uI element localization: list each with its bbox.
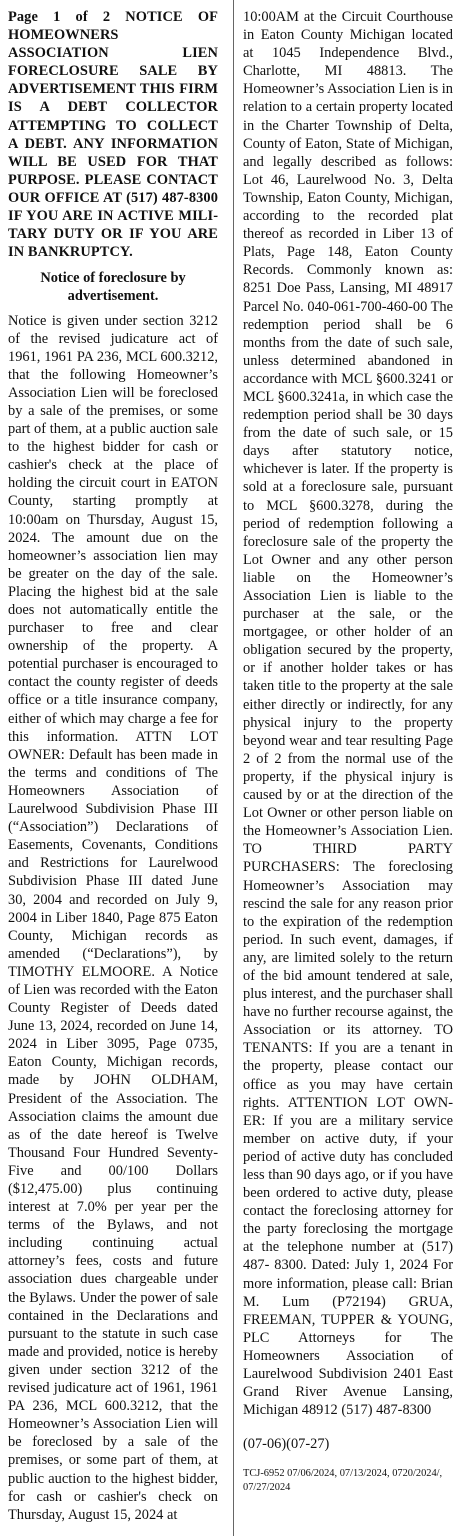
reference-line: TCJ-6952 07/06/2024, 07/13/2024, 0720/2024/, 07/27/2024 <box>243 1468 443 1494</box>
notice-subheading: Notice of foreclosure by advertisement. <box>40 270 186 305</box>
notice-body-right: 10:00AM at the Circuit Courthouse in Eaton County Michigan located at 1045 Independence Blvd., Charlotte, MI 48813. The Homeowner’s Association Lien is in relation to a certain property located in the Charter Township of Delta, County of Eaton, State of Michigan, and legally described as follows: Lot 46, Laurelwood No. 3, Delta Township, Eaton County, Michigan, according to the recorded plat thereof as recorded in Liber 13 of Plats, Page 148, Eaton County Records. Commonly known as: 8251 Doe Pass, Lansing, MI 48917 Parcel No. 040-061-700-460-00 The redemption period shall be 6 months from the date of such sale, unless determined abandoned in accordance with MCL §600.3241 or MCL §600.3241a, in which case the redemption period shall be 30 days from the date of such sale, or 15 days after statutory notice, whichever is later. If the property is sold at a foreclosure sale, pursuant to MCL §600.3278, during the period of redemption following a foreclosure sale of the property the Lot Owner and any other person liable on the Homeowner’s Association Lien is liable to the purchaser at the sale, or the mortgagee, or other holder of an obligation secured by the property, or if another holder takes or has taken title to the property at the sale either directly or indirectly, for any physical injury to the property beyond wear and tear resulting Page 2 of 2 from the normal use of the property, if the physical injury is caused by or at the direction of the Lot Owner or other person liable on the Homeowner’s Association Lien. TO THIRD PARTY PURCHASERS: The foreclosing Homeowner’s Association may rescind the sale for any reason prior to the expiration of the redemption period. In such event, damages, if any, are limited solely to the return of the bid amount tendered at sale, plus interest, and the purchaser shall have no further recourse against, the Association or its attorney. TO TENANTS: If you are a tenant in the property, please contact our office as you may have certain rights. ATTENTION LOT OWNER: If you are a military service member on active duty, if your period of active duty has concluded less than 90 days ago, or if you have been ordered to active duty, please contact the foreclosing attorney for the party foreclosing the mortgage at the telephone number at (517) 487- 8300. Dated: July 1, 2024 For more information, please call: Brian M. Lum (P72194) GRUA, FREEMAN, TUPPER & YOUNG, PLC Attorneys for The Homeowners Association of Laurelwood Subdivision 2401 East Grand River Avenue Lansing, Michigan 48912 (517) 487-8300 <box>243 9 453 1419</box>
notice-header: Page 1 of 2 NOTICE OF HOMEOWNERS ASSOCIATION LIEN FORECLOSURE SALE BY ADVERTISEMENT THIS FIRM IS A DEBT COLLECTOR ATTEMPTING TO COLLECT A DEBT. ANY INFORMATION WILL BE USED FOR THAT PURPOSE. PLEASE CONTACT OUR OFFICE AT (517) 487-8300 IF YOU ARE IN ACTIVE MILITARY DUTY OR IF YOU ARE IN BANKRUPTCY. <box>8 9 218 261</box>
notice-body-left: Notice is given under section 3212 of the revised judicature act of 1961, 1961 PA 236, MCL 600.3212, that the following Homeowner’s Association Lien will be foreclosed by a sale of the premises, or some part of them, at a public auction sale to the highest bidder for cash or cashier's check at the place of holding the circuit court in EATON County, starting promptly at 10:00am on Thursday, August 15, 2024. The amount due on the homeowner’s association lien may be greater on the day of the sale. Placing the highest bid at the sale does not automatically entitle the purchaser to free and clear ownership of the property. A potential purchaser is encouraged to contact the county register of deeds office or a title insurance company, either of which may charge a fee for this information. ATTN LOT OWNER: Default has been made in the terms and conditions of The Homeowners Association of Laurelwood Subdivision Phase III (“Association”) Declarations of Easements, Covenants, Conditions and Restrictions for Laurelwood Subdivision Phase III dated June 30, 2004 and recorded on July 9, 2004 in Liber 1840, Page 875 Eaton County, Michigan records as amended (“Declarations”), by TIMOTHY ELMOORE. A Notice of Lien was recorded with the Eaton County Register of Deeds dated June 13, 2024, recorded on June 14, 2024 in Liber 3095, Page 0735, Eaton County, Michigan records, made by JOHN OLDHAM, President of the Association. The Association claims the amount due as of the date hereof is Twelve Thousand Four Hundred Seventy-Five and 00/100 Dollars ($12,475.00) plus continuing interest at 7.0% per year per the terms of the Bylaws, and not including continuing actual attorney’s fees, costs and future association dues chargeable under the Bylaws. Under the power of sale contained in the Declarations and pursuant to the statute in such case made and provided, notice is hereby given under section 3212 of the revised judicature act of 1961, 1961 PA 236, MCL 600.3212, that the Homeowner’s Association Lien will be foreclosed by a sale of the premises, or some part of them, at public auction to the highest bidder, for cash or cashier's check on Thursday, August 15, 2024 at <box>8 312 218 1523</box>
right-column <box>243 8 453 1495</box>
column-divider <box>233 0 234 1536</box>
run-dates: (07-06)(07-27) <box>243 1436 330 1453</box>
left-column <box>8 8 218 1524</box>
